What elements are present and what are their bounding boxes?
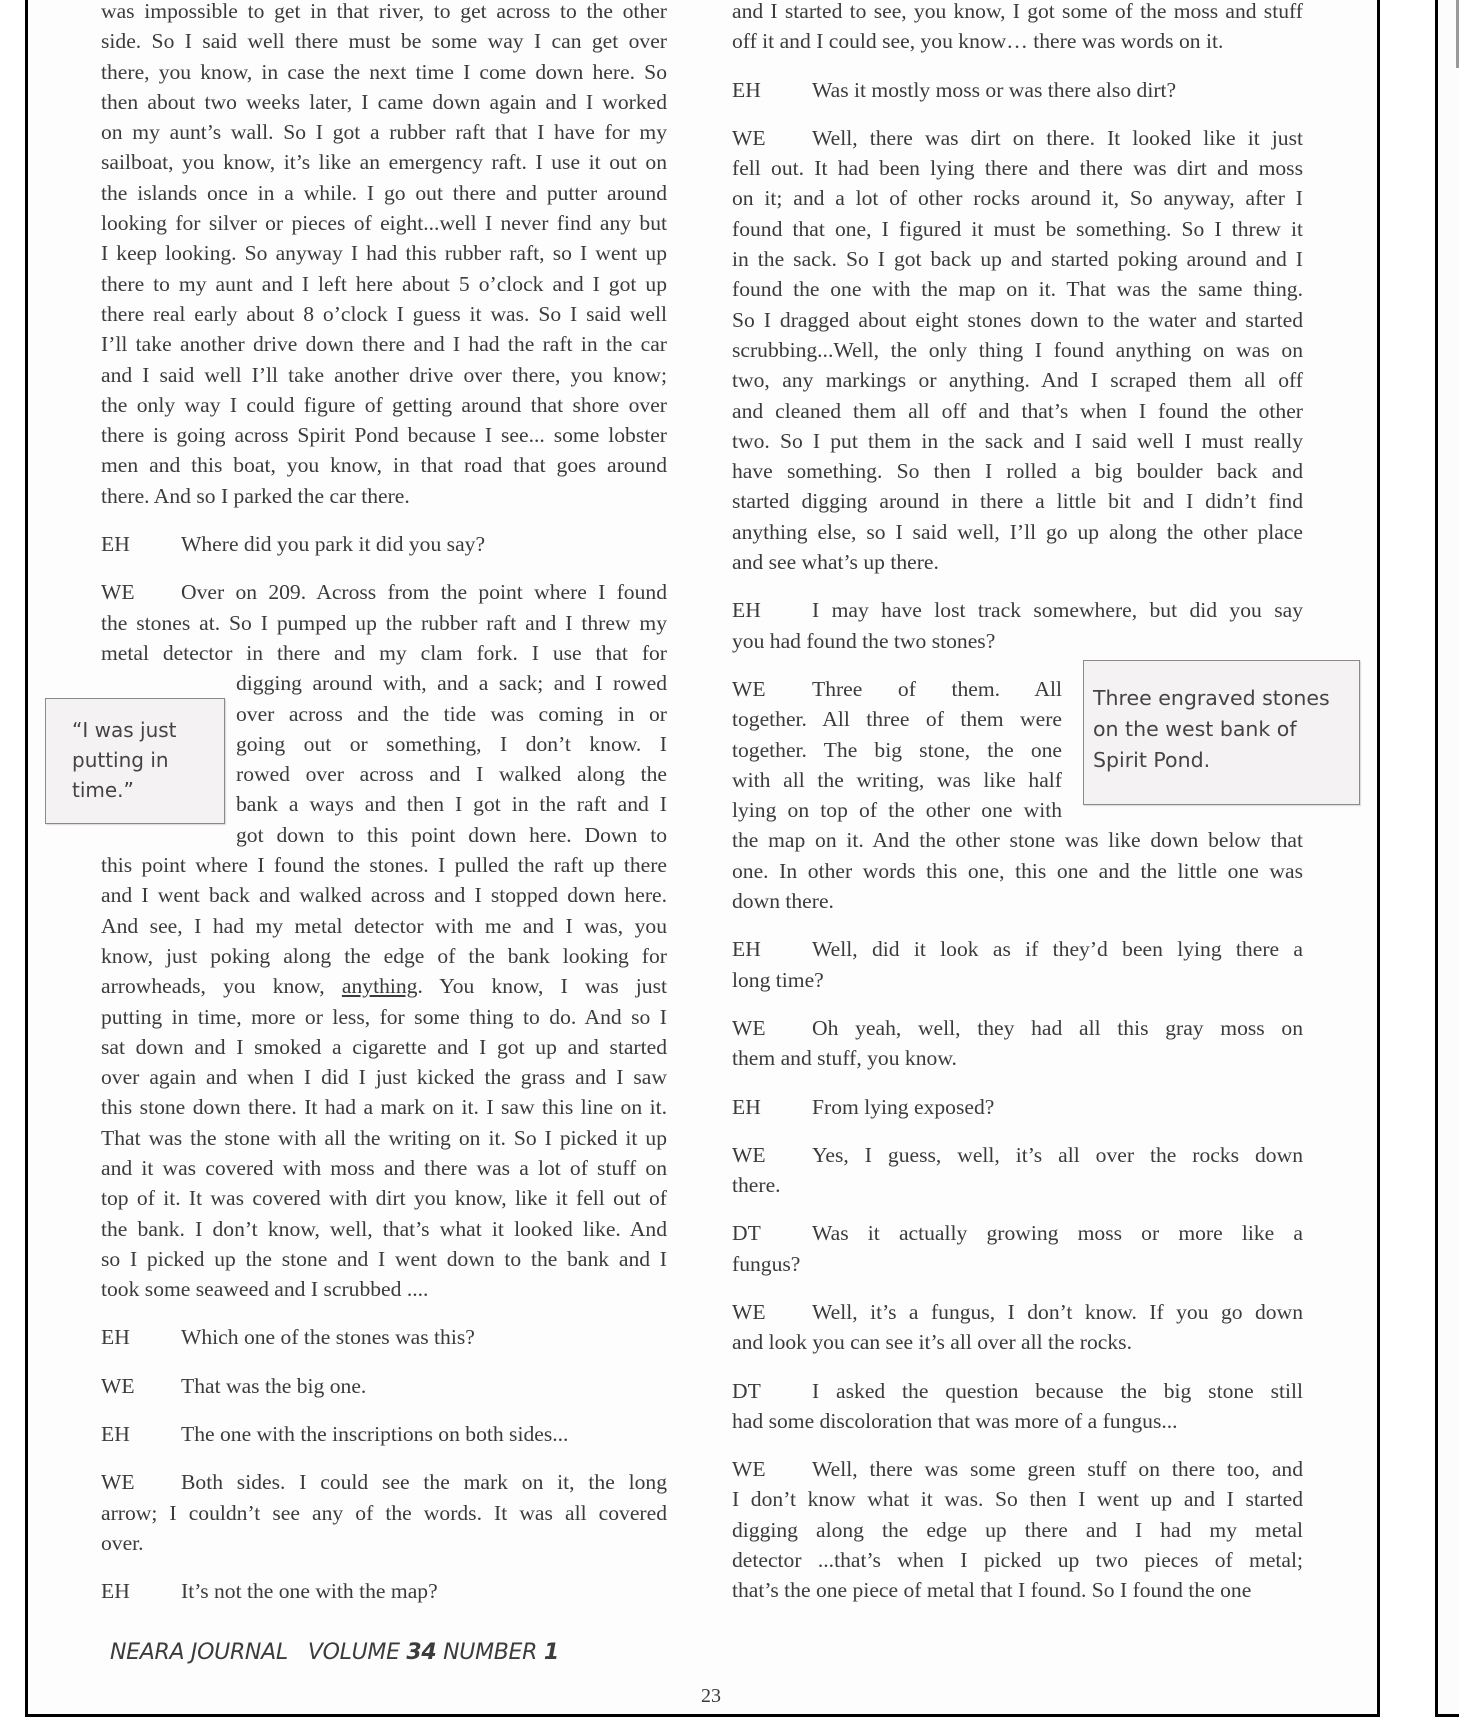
text-line: going out or something, I don’t know. I [236,731,667,756]
text-line: sailboat, you know, it’s like an emergency raft. I use it out on [101,150,667,175]
text-line [101,971,667,1001]
dialogue-text: Well, it’s a fungus, I don’t know. If you go down [812,1299,1303,1324]
text-line: men and this boat, you know, in that road that goes around [101,453,667,478]
text-line: looking for silver or pieces of eight...well I never find any but [101,211,667,236]
text-line: on my aunt’s wall. So I got a rubber raft that I have for my [101,120,667,145]
text-line: the map on it. And the other stone was like down below that [732,828,1303,853]
text-line: have something. So then I rolled a big boulder back and [732,459,1303,484]
adjacent-page-edge [1435,0,1459,1717]
speaker-label: WE [101,1373,135,1398]
text-line: there is going across Spirit Pond because I see... some lobster [101,423,667,448]
text-line: and cleaned them all off and that’s when I found the other [732,398,1303,423]
text-line: so I picked up the stone and I went down to the bank and I [101,1246,667,1271]
text-line [732,934,1303,964]
text-line: And see, I had my metal detector with me and I was, you [101,913,667,938]
speaker-label: EH [101,1325,130,1350]
pull-quote-line: Three engraved stones [1093,686,1330,710]
text-line: rowed over across and I walked along the [236,762,667,787]
text-line: the bank. I don’t know, well, that’s what it looked like. And [101,1216,667,1241]
speaker-label: WE [101,1470,135,1495]
dialogue-eh-lost-track [732,595,1303,656]
speaker-label: EH [732,598,761,623]
dialogue-eh-moss [732,75,1303,105]
text-line: digging along the edge up there and I had my metal [732,1517,1303,1542]
paragraph-continued [101,0,667,511]
text-line: and look you can see it’s all over all the rocks. [732,1330,1132,1355]
dialogue-eh-exposed [732,1092,1303,1122]
volume-label: VOLUME [307,1640,400,1665]
dialogue-eh-long-time [732,934,1303,995]
text-line: together. All three of them were [732,707,1062,732]
text-line: long time? [732,967,824,992]
dialogue-we-both-sides [101,1467,667,1558]
dialogue-we-dirt [732,123,1303,577]
text-line: I don’t know what it was. So then I went up and I started [732,1487,1303,1512]
speaker-label: EH [732,77,761,102]
text-line [732,1140,1303,1170]
dialogue-eh-map [101,1576,667,1606]
text-line: on it; and a lot of other rocks around it, So anyway, after I [732,186,1303,211]
pull-quote-line: “I was just [72,718,177,742]
pull-quote-line: putting in [72,748,169,772]
text-line [732,123,1303,153]
text-line [732,595,1303,625]
issue-number: 1 [543,1640,559,1665]
text-line: in the sack. So I got back up and started poking around and I [732,247,1303,272]
speaker-label: WE [732,125,766,150]
dialogue-text: The one with the inscriptions on both sides... [181,1422,569,1447]
speaker-label: DT [732,1221,761,1246]
text-line: this stone down there. It had a mark on it. I saw this line on it. [101,1095,667,1120]
right-column [732,0,1303,1624]
dialogue-we-green-stuff [732,1454,1303,1605]
text-line: this point where I found the stones. I pulled the raft up there [101,853,667,878]
text-line: the only way I could figure of getting around that shore over [101,392,667,417]
dialogue-we-big [101,1371,667,1401]
dialogue-text: Yes, I guess, well, it’s all over the rocks down [812,1142,1303,1167]
dialogue-we-gray-moss [732,1013,1303,1074]
text-line [101,577,667,607]
dialogue-text: I may have lost track somewhere, but did you say [812,598,1303,623]
dialogue-text: Was it mostly moss or was there also dirt? [812,77,1177,102]
dialogue-eh-inscriptions [101,1419,667,1449]
text-line: down there. [732,889,834,914]
text-fragment: . You know, I was just [417,974,668,999]
text-line: them and stuff, you know. [732,1046,957,1071]
speaker-label: WE [732,1015,766,1040]
text-line: the stones at. So I pumped up the rubber raft and I threw my [101,610,667,635]
pull-quote-left [45,698,225,824]
speaker-label: DT [732,1378,761,1403]
text-line: metal detector in there and my clam fork. I use that for [101,640,667,665]
dialogue-text: From lying exposed? [812,1094,995,1119]
text-line: the islands once in a while. I go out there and putter around [101,180,667,205]
speaker-label: WE [732,1457,766,1482]
pull-quote-line: Spirit Pond. [1093,748,1211,772]
text-line: know, just poking along the edge of the bank looking for [101,943,667,968]
dialogue-text: Which one of the stones was this? [181,1325,475,1350]
speaker-label: WE [732,1142,766,1167]
pull-quote-text [72,715,177,805]
pull-quote-line: time.” [72,778,134,802]
volume-number: 34 [406,1640,437,1665]
text-line: lying on top of the other one with [732,798,1062,823]
text-line: and I went back and walked across and I stopped down here. [101,883,667,908]
dialogue-text: I asked the question because the big stone still [812,1378,1303,1403]
speaker-label: WE [732,1299,766,1324]
speaker-label: EH [101,532,130,557]
text-line: then about two weeks later, I came down again and I worked [101,89,667,114]
dialogue-eh-which [101,1322,667,1352]
text-line: bank a ways and then I got in the raft and I [236,792,667,817]
text-line: there to my aunt and I left here about 5 o’clock and I got up [101,271,667,296]
text-line: That was the stone with all the writing on it. So I picked it up [101,1125,667,1150]
text-line [732,674,1062,704]
text-line: detector ...that’s when I picked up two pieces of metal; [732,1548,1303,1573]
text-line: found the one with the map on it. That was the same thing. [732,277,1303,302]
dialogue-dt-question [732,1376,1303,1437]
text-line: started digging around in there a little bit and I didn’t find [732,489,1303,514]
text-line: I’ll take another drive down there and I had the raft in the car [101,332,667,357]
speaker-label: EH [732,937,761,962]
dialogue-text: It’s not the one with the map? [181,1579,438,1604]
text-line: scrubbing...Well, the only thing I found anything on was on [732,337,1303,362]
dialogue-text: Well, there was dirt on there. It looked like it just [812,125,1303,150]
text-line: took some seaweed and I scrubbed .... [101,1277,429,1302]
text-line: had some discoloration that was more of a fungus... [732,1408,1178,1433]
text-line [101,1467,667,1497]
dialogue-we-rocks [732,1140,1303,1201]
dialogue-text: Well, did it look as if they’d been lying there a [812,937,1303,962]
text-line: digging around with, and a sack; and I rowed [236,671,667,696]
text-line [732,1218,1303,1248]
paragraph-continued [732,0,1303,57]
text-fragment: arrowheads, you know, [101,974,325,999]
speaker-label: EH [101,1422,130,1447]
text-line: and I started to see, you know, I got some of the moss and stuff [732,0,1303,23]
text-line: two, any markings or anything. And I scraped them all off [732,368,1303,393]
dialogue-we-fungus [732,1297,1303,1358]
dialogue-eh-park [101,529,667,559]
text-line: found that one, I figured it must be something. So I threw it [732,216,1303,241]
pull-quote-line: on the west bank of [1093,717,1297,741]
number-label: NUMBER [443,1640,538,1665]
text-line: there real early about 8 o’clock I guess it was. So I said well [101,301,667,326]
text-line: with all the writing, was like half [732,767,1062,792]
text-line: arrow; I couldn’t see any of the words. It was all covered [101,1500,667,1525]
text-line: fell out. It had been lying there and there was dirt and moss [732,156,1303,181]
dialogue-text: Well, there was some green stuff on there too, and [812,1457,1303,1482]
text-line: together. The big stone, the one [732,737,1062,762]
wrapped-text-region [732,674,1062,825]
text-line [732,1013,1303,1043]
underlined-word: anything [341,974,418,999]
text-line: and I said well I’ll take another drive over there, you know; [101,362,667,387]
text-line: I keep looking. So anyway I had this rubber raft, so I went up [101,241,667,266]
text-line: over again and when I did I just kicked the grass and I saw [101,1065,667,1090]
text-line: was impossible to get in that river, to get across to the other [101,0,667,23]
text-line: and see what’s up there. [732,550,939,575]
text-line: you had found the two stones? [732,628,996,653]
text-line: putting in time, more or less, for some thing to do. And so I [101,1004,667,1029]
text-line: two. So I put them in the sack and I said well I must really [732,428,1303,453]
speaker-label: EH [732,1094,761,1119]
dialogue-we-raft [101,577,667,1304]
dialogue-text: That was the big one. [181,1373,367,1398]
speaker-label: EH [101,1579,130,1604]
text-line: side. So I said well there must be some way I can get over [101,29,667,54]
speaker-label: WE [732,676,766,701]
text-line: over across and the tide was coming in or [236,701,667,726]
text-line: off it and I could see, you know… there was words on it. [732,29,1224,54]
journal-name: NEARA JOURNAL [110,1640,288,1665]
text-line [732,1297,1303,1327]
page-number: 23 [701,1685,721,1707]
text-line: So I dragged about eight stones down to the water and started [732,307,1303,332]
pull-quote-text [1093,683,1330,776]
dialogue-text: Oh yeah, well, they had all this gray moss on [812,1015,1303,1040]
text-line: there. [732,1173,781,1198]
dialogue-dt-fungus [732,1218,1303,1279]
dialogue-text: Where did you park it did you say? [181,532,486,557]
pull-quote-right [1083,660,1360,805]
text-line: fungus? [732,1251,801,1276]
journal-footer [110,1640,559,1665]
text-line: over. [101,1530,144,1555]
text-line: top of it. It was covered with dirt you know, like it fell out of [101,1186,667,1211]
text-line: one. In other words this one, this one and the little one was [732,858,1303,883]
text-line [732,1376,1303,1406]
dialogue-text: Over on 209. Across from the point where I found [181,580,667,605]
dialogue-text: Three of them. All [812,676,1062,701]
dialogue-text: Was it actually growing moss or more like a [812,1221,1303,1246]
speaker-label: WE [101,580,135,605]
text-line: there, you know, in case the next time I come down here. So [101,59,667,84]
text-line: and it was covered with moss and there was a lot of stuff on [101,1155,667,1180]
dialogue-text: Both sides. I could see the mark on it, the long [181,1470,667,1495]
text-line: anything else, so I said well, I’ll go up along the other place [732,519,1303,544]
text-line: there. And so I parked the car there. [101,483,410,508]
text-line: that’s the one piece of metal that I found. So I found the one [732,1578,1252,1603]
text-line [732,1454,1303,1484]
text-line: got down to this point down here. Down to [236,822,667,847]
text-line: sat down and I smoked a cigarette and I got up and started [101,1034,667,1059]
